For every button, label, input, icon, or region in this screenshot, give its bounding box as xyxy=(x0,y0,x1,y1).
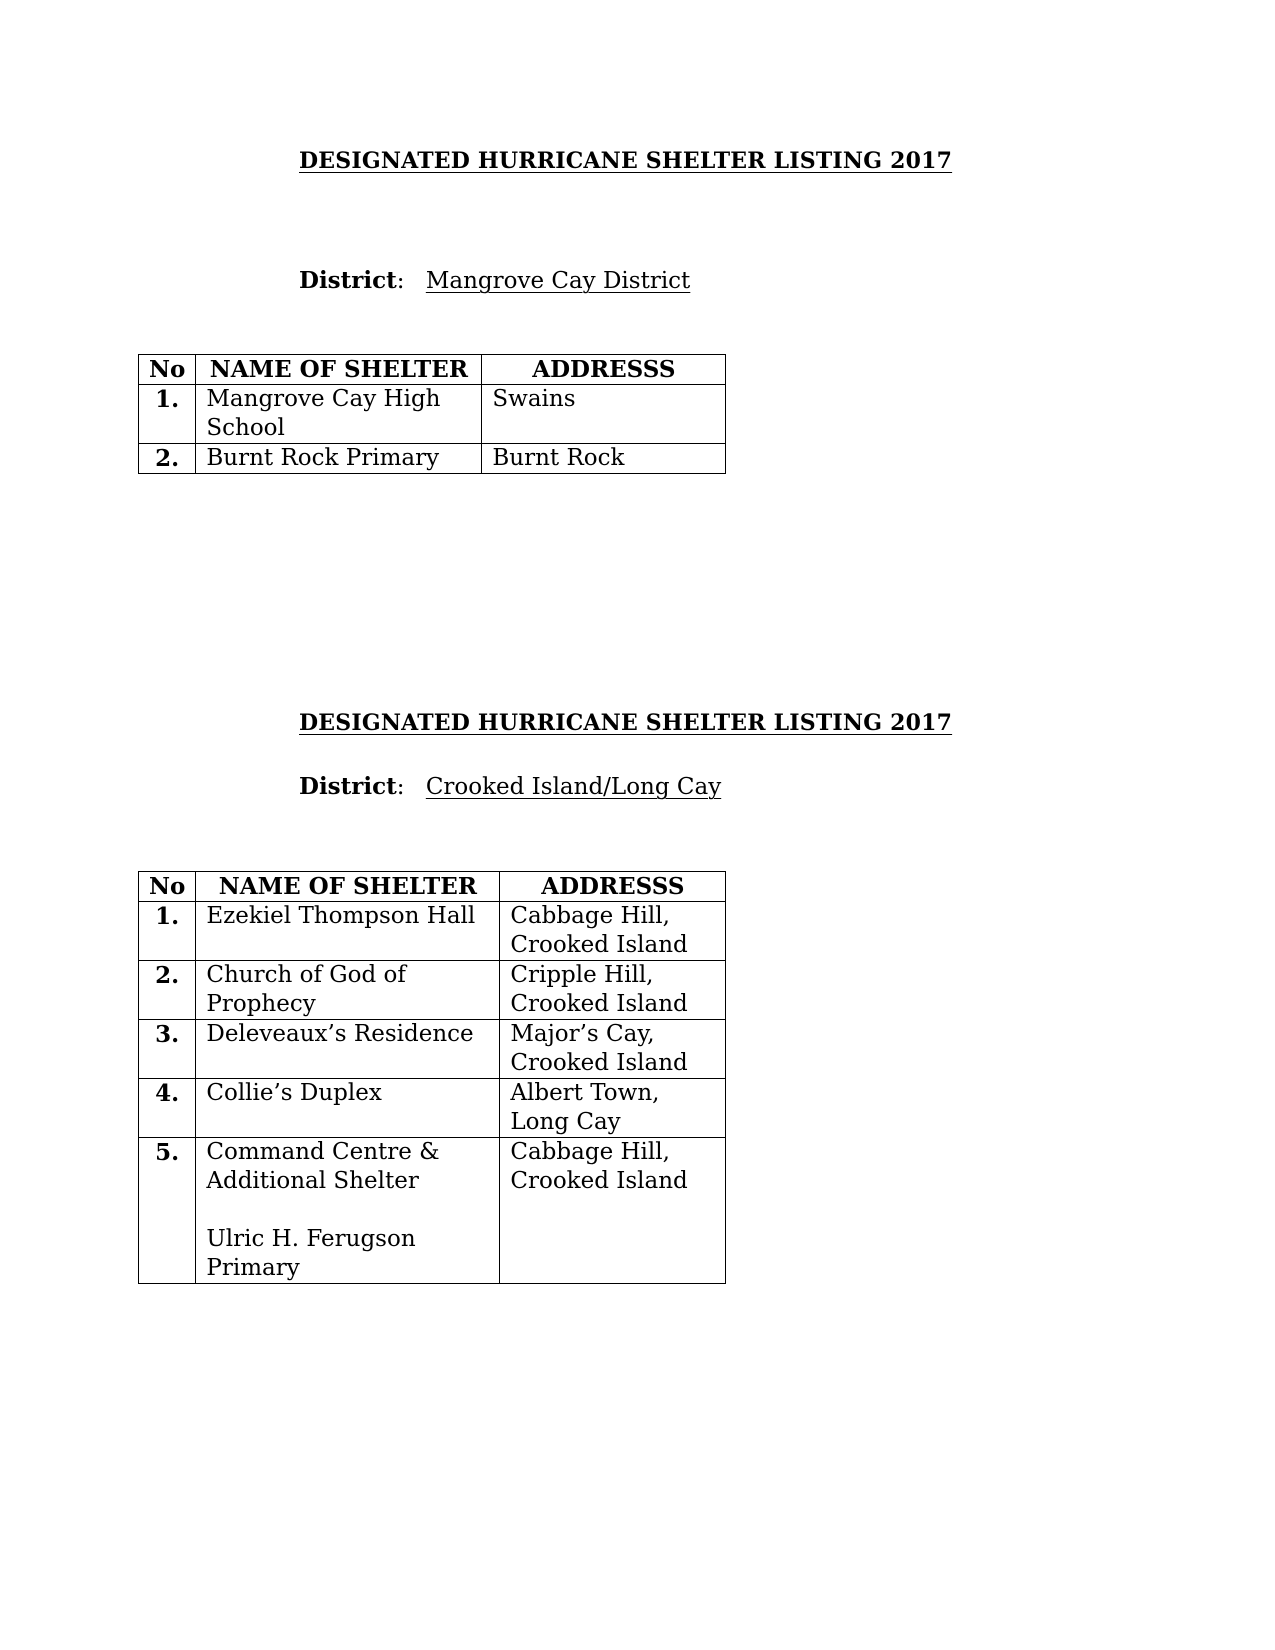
column-header-no: No xyxy=(139,355,196,385)
shelter-name-line: School xyxy=(206,415,285,441)
shelter-name-spacer xyxy=(206,1196,489,1225)
district-label: District xyxy=(299,267,397,294)
shelter-name xyxy=(196,1020,500,1079)
table-row xyxy=(139,385,726,444)
row-number: 3. xyxy=(139,1020,196,1079)
shelter-name xyxy=(196,1138,500,1284)
shelter-address xyxy=(500,902,726,961)
shelter-address-line: Cripple Hill, xyxy=(510,962,654,988)
shelter-table xyxy=(138,871,726,1284)
row-number: 5. xyxy=(139,1138,196,1284)
shelter-address-line: Crooked Island xyxy=(510,1050,688,1076)
shelter-name-line: Ezekiel Thompson Hall xyxy=(206,903,476,929)
shelter-address-line: Cabbage Hill, xyxy=(510,903,670,929)
column-header-name: NAME OF SHELTER xyxy=(196,355,482,385)
shelter-name-line: Command Centre & xyxy=(206,1139,440,1165)
table-row xyxy=(139,444,726,474)
shelter-address xyxy=(482,444,726,474)
shelter-name-line: Primary xyxy=(206,1255,300,1281)
shelter-name xyxy=(196,961,500,1020)
row-number: 2. xyxy=(139,444,196,474)
shelter-address xyxy=(500,1020,726,1079)
table-header-row xyxy=(139,872,726,902)
shelter-name xyxy=(196,902,500,961)
table-row xyxy=(139,961,726,1020)
district-colon: : xyxy=(396,774,405,800)
shelter-name-line: Collie’s Duplex xyxy=(206,1080,382,1106)
district-line xyxy=(299,267,690,294)
shelter-name xyxy=(196,1079,500,1138)
shelter-name xyxy=(196,444,482,474)
table-row xyxy=(139,1138,726,1284)
document-title: DESIGNATED HURRICANE SHELTER LISTING 2017 xyxy=(299,710,953,736)
row-number: 2. xyxy=(139,961,196,1020)
table-row xyxy=(139,902,726,961)
shelter-name-line: Deleveaux’s Residence xyxy=(206,1021,474,1047)
shelter-name xyxy=(196,385,482,444)
column-header-name: NAME OF SHELTER xyxy=(196,872,500,902)
shelter-address-line: Long Cay xyxy=(510,1109,621,1135)
row-number: 1. xyxy=(139,385,196,444)
shelter-address-line: Cabbage Hill, xyxy=(510,1139,670,1165)
shelter-address-line: Crooked Island xyxy=(510,932,688,958)
district-value: Mangrove Cay District xyxy=(425,268,691,294)
shelter-name-line: Burnt Rock Primary xyxy=(206,445,440,471)
shelter-address-line: Crooked Island xyxy=(510,1168,688,1194)
shelter-address-line: Crooked Island xyxy=(510,991,688,1017)
row-number: 1. xyxy=(139,902,196,961)
shelter-name-line: Mangrove Cay High xyxy=(206,386,441,412)
table-header-row xyxy=(139,355,726,385)
table-row xyxy=(139,1079,726,1138)
district-line xyxy=(299,773,721,800)
table-row xyxy=(139,1020,726,1079)
column-header-address: ADDRESSS xyxy=(482,355,726,385)
shelter-address xyxy=(482,385,726,444)
shelter-table xyxy=(138,354,726,474)
shelter-name-line: Prophecy xyxy=(206,991,316,1017)
row-number: 4. xyxy=(139,1079,196,1138)
column-header-address: ADDRESSS xyxy=(500,872,726,902)
shelter-address-line: Major’s Cay, xyxy=(510,1021,655,1047)
shelter-address xyxy=(500,1138,726,1284)
column-header-no: No xyxy=(139,872,196,902)
shelter-name-line: Ulric H. Ferugson xyxy=(206,1226,416,1252)
shelter-address xyxy=(500,961,726,1020)
shelter-address-line: Swains xyxy=(492,386,576,412)
shelter-address-line: Burnt Rock xyxy=(492,445,625,471)
shelter-address-line: Albert Town, xyxy=(510,1080,660,1106)
district-colon: : xyxy=(396,268,405,294)
shelter-address xyxy=(500,1079,726,1138)
shelter-name-line: Church of God of xyxy=(206,962,406,988)
document-title: DESIGNATED HURRICANE SHELTER LISTING 2017 xyxy=(299,148,953,174)
district-label: District xyxy=(299,773,397,800)
shelter-name-line: Additional Shelter xyxy=(206,1168,419,1194)
district-value: Crooked Island/Long Cay xyxy=(425,774,722,800)
